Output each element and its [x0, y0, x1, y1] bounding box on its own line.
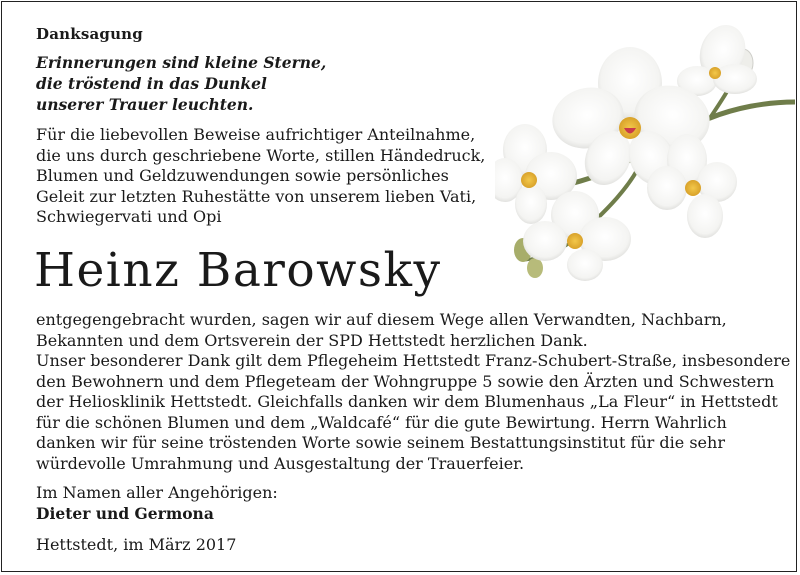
- intro-line: Für die liebevollen Beweise aufrichtiger Anteilnahme,: [36, 125, 476, 144]
- body-line: Unser besonderer Dank gilt dem Pflegeheim Hettstedt Franz-Schubert-Straße, insbesondere: [36, 351, 791, 370]
- signature-block: [36, 482, 278, 524]
- quote-line: die tröstend in das Dunkel: [36, 74, 267, 93]
- body-line: entgegengebracht wurden, sagen wir auf diesem Wege allen Verwandten, Nachbarn,: [36, 310, 727, 329]
- deceased-name: Heinz Barowsky: [34, 243, 442, 298]
- body-line: danken wir für seine tröstenden Worte sowie seinem Bestattungsinstitut für die sehr: [36, 433, 725, 452]
- intro-line: Blumen und Geldzuwendungen sowie persönliches: [36, 166, 449, 185]
- notice-heading: Danksagung: [36, 25, 143, 43]
- memorial-quote: [36, 52, 326, 115]
- signature-line: Im Namen aller Angehörigen:: [36, 483, 278, 502]
- quote-line: unserer Trauer leuchten.: [36, 95, 254, 114]
- intro-paragraph: [36, 125, 485, 228]
- thanks-paragraph: [36, 310, 790, 474]
- orchid-flower-image: [495, 18, 795, 288]
- body-line: der Heliosklinik Hettstedt. Gleichfalls danken wir dem Blumenhaus „La Fleur“ in Hettstedt: [36, 392, 778, 411]
- body-line: Bekannten und dem Ortsverein der SPD Hettstedt herzlichen Dank.: [36, 330, 588, 350]
- intro-line: Schwiegervati und Opi: [36, 207, 222, 226]
- quote-line: Erinnerungen sind kleine Sterne,: [36, 53, 327, 72]
- place-and-date: Hettstedt, im März 2017: [36, 535, 237, 554]
- signature-names: Dieter und Germona: [36, 504, 214, 523]
- intro-line: Geleit zur letzten Ruhestätte von unserem lieben Vati,: [36, 186, 477, 206]
- body-line: für die schönen Blumen und dem „Waldcafé“ für die gute Bewirtung. Herrn Wahrlich: [36, 412, 727, 432]
- body-line: den Bewohnern und dem Pflegeteam der Wohngruppe 5 sowie den Ärzten und Schwestern: [36, 371, 775, 391]
- intro-line: die uns durch geschriebene Worte, stillen Händedruck,: [36, 145, 486, 165]
- body-line: würdevolle Umrahmung und Ausgestaltung der Trauerfeier.: [36, 453, 525, 473]
